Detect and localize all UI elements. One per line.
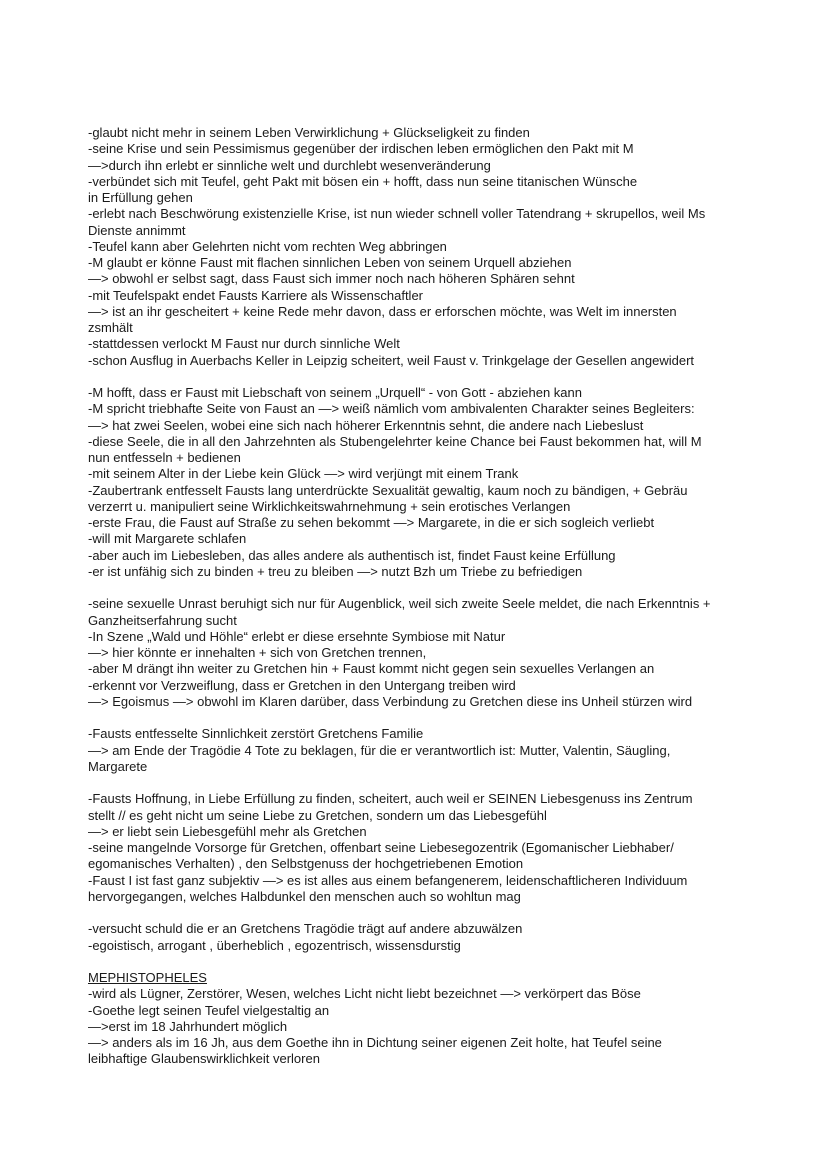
text-line: nun entfesseln + bedienen xyxy=(88,450,241,465)
text-line: -mit Teufelspakt endet Fausts Karriere als Wissenschaftler xyxy=(88,287,424,303)
text-line: -seine Krise und sein Pessimismus gegenüber der irdischen leben ermöglichen den Pakt mit M xyxy=(88,141,634,157)
text-line: -seine mangelnde Vorsorge für Gretchen, offenbart seine Liebesegozentrik (Egomanischer Liebhaber/ xyxy=(88,840,674,855)
text-line: -Fausts entfesselte Sinnlichkeit zerstört Gretchens Familie xyxy=(88,726,424,742)
text-line: Ganzheitserfahrung sucht xyxy=(88,612,237,628)
text-line: -mit seinem Alter in der Liebe kein Glück —> wird verjüngt mit einem Trank xyxy=(88,466,519,482)
text-line: —> hier könnte er innehalten + sich von Gretchen trennen, xyxy=(88,645,427,660)
text-line: -In Szene „Wald und Höhle“ erlebt er diese ersehnte Symbiose mit Natur xyxy=(88,628,506,644)
paragraph-block xyxy=(88,385,711,580)
text-line: -M hofft, dass er Faust mit Liebschaft von seinem „Urquell“ - von Gott - abziehen kann xyxy=(88,385,582,400)
text-line: -er ist unfähig sich zu binden + treu zu bleiben —> nutzt Bzh um Triebe zu befriedigen xyxy=(88,563,583,579)
text-line: -erlebt nach Beschwörung existenzielle Krise, ist nun wieder schnell voller Tatendrang + skrupellos, weil Ms xyxy=(88,206,706,222)
text-line: -Goethe legt seinen Teufel vielgestaltig an xyxy=(88,1002,330,1018)
text-line: -diese Seele, die in all den Jahrzehnten als Stubengelehrter keine Chance bei Faust bekommen hat, will M xyxy=(88,433,702,449)
text-line: Dienste annimmt xyxy=(88,222,186,238)
text-line: -Faust I ist fast ganz subjektiv —> es ist alles aus einem befangenerem, leidenschaftlicheren Individuum xyxy=(88,872,688,888)
text-line: -Fausts Hoffnung, in Liebe Erfüllung zu finden, scheitert, auch weil er SEINEN Liebesgenuss ins Zentrum xyxy=(88,791,693,807)
text-line: -Teufel kann aber Gelehrten nicht vom rechten Weg abbringen xyxy=(88,238,447,254)
text-line: —> er liebt sein Liebesgefühl mehr als Gretchen xyxy=(88,823,367,839)
paragraph-block xyxy=(88,596,711,710)
text-line: Margarete xyxy=(88,758,148,774)
text-line: -schon Ausflug in Auerbachs Keller in Leipzig scheitert, weil Faust v. Trinkgelage der Gesellen angewidert xyxy=(88,352,695,368)
document-page xyxy=(88,125,711,1084)
text-line: stellt // es geht nicht um seine Liebe zu Gretchen, sondern um das Liebesgefühl xyxy=(88,807,547,823)
text-line: —> am Ende der Tragödie 4 Tote zu beklagen, für die er verantwortlich ist: Mutter, Valentin, Säugling, xyxy=(88,742,671,758)
text-line: —>durch ihn erlebt er sinnliche welt und durchlebt wesenveränderung xyxy=(88,157,491,173)
text-line: -aber M drängt ihn weiter zu Gretchen hin + Faust kommt nicht gegen sein sexuelles Verlangen an xyxy=(88,661,655,677)
notes-body xyxy=(88,125,711,954)
text-line: -aber auch im Liebesleben, das alles andere als authentisch ist, findet Faust keine Erfüllung xyxy=(88,547,616,563)
text-line: leibhaftige Glaubenswirklichkeit verloren xyxy=(88,1051,320,1067)
mephisto-section xyxy=(88,970,711,1068)
text-line: -M spricht triebhafte Seite von Faust an —> weiß nämlich vom ambivalenten Charakter seines Begleiters: xyxy=(88,401,695,417)
text-line: -Zaubertrank entfesselt Fausts lang unterdrückte Sexualität gewaltig, kaum noch zu bändigen, + Gebräu xyxy=(88,482,688,498)
text-line: -stattdessen verlockt M Faust nur durch sinnliche Welt xyxy=(88,336,400,352)
text-line: zsmhält xyxy=(88,320,133,335)
text-line: —> ist an ihr gescheitert + keine Rede mehr davon, dass er erforschen möchte, was Welt im innersten xyxy=(88,303,677,319)
text-line: in Erfüllung gehen xyxy=(88,190,193,205)
text-line: —> hat zwei Seelen, wobei eine sich nach höherer Erkenntnis sehnt, die andere nach Liebeslust xyxy=(88,417,644,433)
paragraph-block xyxy=(88,791,711,905)
paragraph-block xyxy=(88,726,711,775)
text-line: hervorgegangen, welches Halbdunkel den menschen auch so wohltun mag xyxy=(88,888,521,904)
text-line: —> anders als im 16 Jh, aus dem Goethe ihn in Dichtung seiner eigenen Zeit holte, hat Teufel seine xyxy=(88,1035,662,1050)
text-line: -erkennt vor Verzweiflung, dass er Gretchen in den Untergang treiben wird xyxy=(88,677,516,693)
paragraph-block xyxy=(88,921,711,954)
text-line: -versucht schuld die er an Gretchens Tragödie trägt auf andere abzuwälzen xyxy=(88,921,523,937)
text-line: —> obwohl er selbst sagt, dass Faust sich immer noch nach höheren Sphären sehnt xyxy=(88,271,575,287)
text-line: egomanisches Verhalten) , den Selbstgenuss der hochgetriebenen Emotion xyxy=(88,856,524,872)
text-line: -seine sexuelle Unrast beruhigt sich nur für Augenblick, weil sich zweite Seele meldet, die nach Erkenntnis + xyxy=(88,596,711,612)
section-heading: MEPHISTOPHELES xyxy=(88,970,207,985)
text-line: —> Egoismus —> obwohl im Klaren darüber, dass Verbindung zu Gretchen diese ins Unheil stürzen wird xyxy=(88,693,693,709)
text-line: -M glaubt er könne Faust mit flachen sinnlichen Leben von seinem Urquell abziehen xyxy=(88,255,572,270)
text-line: -egoistisch, arrogant , überheblich , egozentrisch, wissensdurstig xyxy=(88,937,461,953)
text-line: -verbündet sich mit Teufel, geht Pakt mit bösen ein + hofft, dass nun seine titanischen Wünsche xyxy=(88,173,638,189)
text-line: verzerrt u. manipuliert seine Wirklichkeitswahrnehmung + sein erotisches Verlangen xyxy=(88,498,571,514)
text-line: -wird als Lügner, Zerstörer, Wesen, welches Licht nicht liebt bezeichnet —> verkörpert das Böse xyxy=(88,986,641,1002)
text-line: -erste Frau, die Faust auf Straße zu sehen bekommt —> Margarete, in die er sich sogleich verliebt xyxy=(88,515,655,530)
paragraph-block xyxy=(88,125,711,369)
text-line: -will mit Margarete schlafen xyxy=(88,531,247,547)
text-line: -glaubt nicht mehr in seinem Leben Verwirklichung + Glückseligkeit zu finden xyxy=(88,125,530,140)
text-line: —>erst im 18 Jahrhundert möglich xyxy=(88,1018,288,1034)
